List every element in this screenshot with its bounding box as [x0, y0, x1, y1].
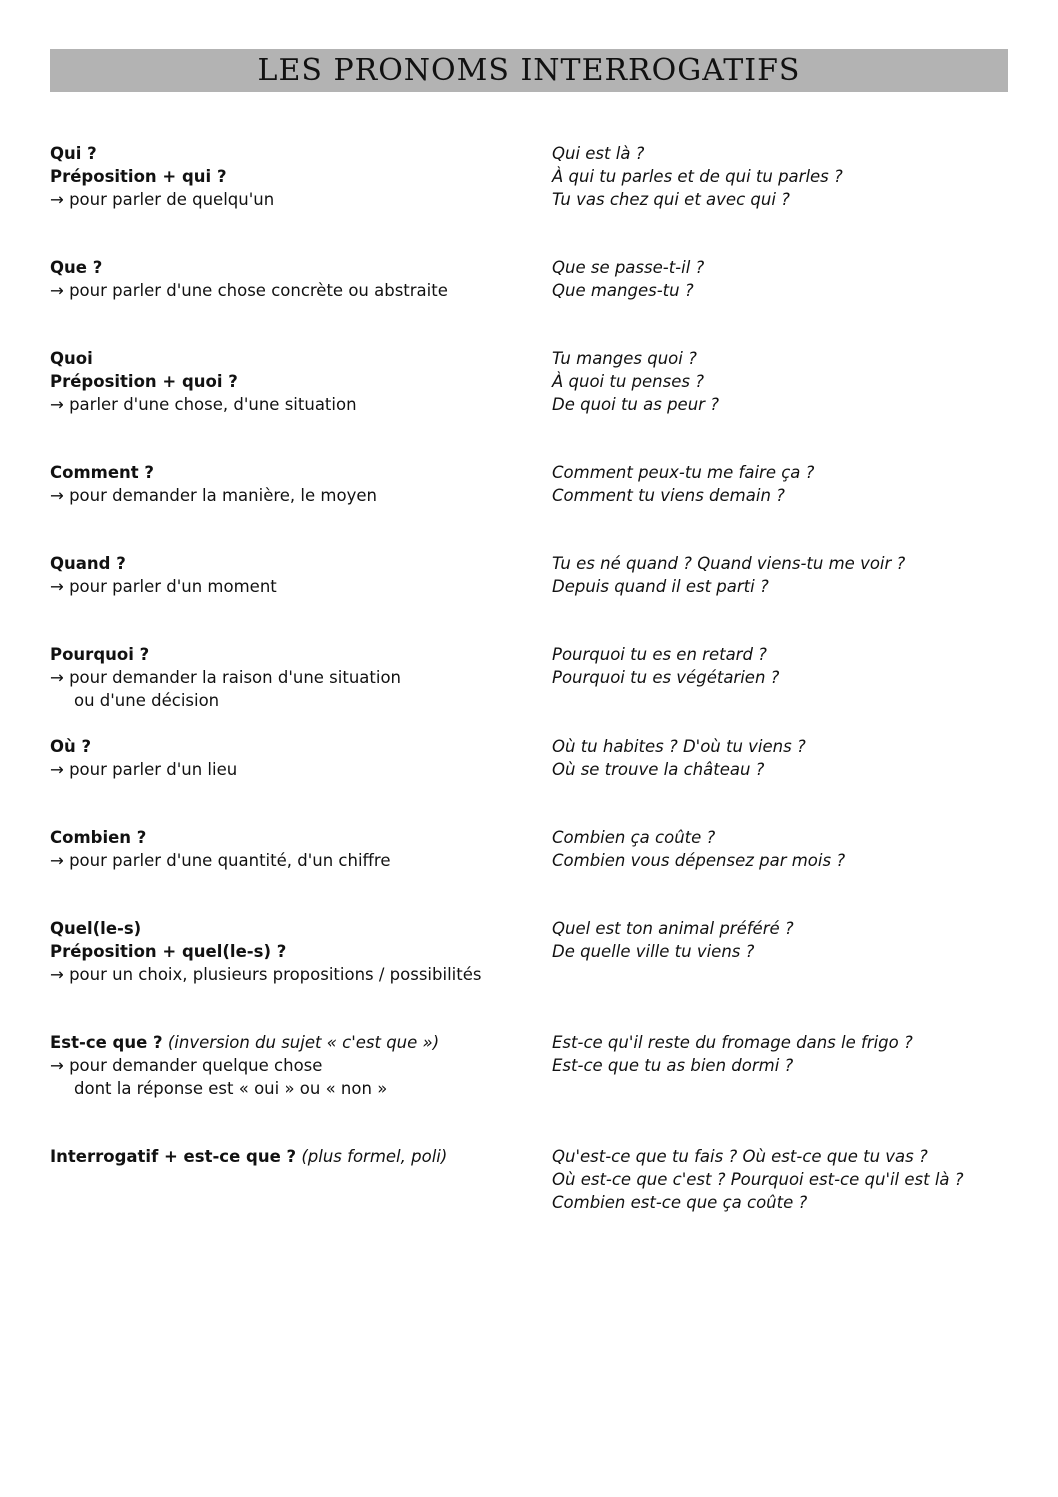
entry-explanation: → pour parler d'un lieu	[50, 760, 238, 779]
entry-explanation: → pour demander la manière, le moyen	[50, 486, 377, 505]
entry-quoi	[50, 347, 1008, 416]
example-sentence: Pourquoi tu es en retard ?	[552, 645, 767, 664]
example-sentence: Tu manges quoi ?	[552, 349, 697, 368]
entry-heading: Quand ?	[50, 554, 126, 573]
entry-examples	[552, 826, 1008, 872]
example-sentence: Comment peux-tu me faire ça ?	[552, 463, 815, 482]
entry-heading: Où ?	[50, 737, 92, 756]
example-sentence: Combien vous dépensez par mois ?	[552, 851, 846, 870]
entry-explanation-continued: dont la réponse est « oui » ou « non »	[74, 1079, 388, 1098]
entry-explanation: → pour parler d'une quantité, d'un chiffre	[50, 851, 391, 870]
entry-examples	[552, 552, 1008, 598]
example-sentence: Où est-ce que c'est ? Pourquoi est-ce qu'il est là ?	[552, 1170, 964, 1189]
entry-est-ce-que	[50, 1031, 1008, 1100]
entry-description	[50, 256, 552, 302]
entry-description	[50, 552, 552, 598]
entry-qui	[50, 142, 1008, 211]
entry-description	[50, 142, 552, 211]
example-sentence: À qui tu parles et de qui tu parles ?	[552, 167, 843, 186]
entry-explanation: → parler d'une chose, d'une situation	[50, 395, 357, 414]
entry-description	[50, 643, 552, 712]
entry-explanation: → pour parler de quelqu'un	[50, 190, 275, 209]
entry-description	[50, 1031, 552, 1100]
entry-description	[50, 461, 552, 507]
pronoun-list	[50, 142, 1008, 1214]
entry-examples	[552, 142, 1008, 211]
example-sentence: Que se passe-t-il ?	[552, 258, 705, 277]
entry-description	[50, 917, 552, 986]
example-sentence: De quelle ville tu viens ?	[552, 942, 755, 961]
entry-heading: Qui ?	[50, 144, 97, 163]
entry-heading: Quoi	[50, 349, 93, 368]
example-sentence: Pourquoi tu es végétarien ?	[552, 668, 780, 687]
entry-interrogatif-est-ce-que	[50, 1145, 1008, 1214]
entry-examples	[552, 917, 1008, 986]
entry-description	[50, 347, 552, 416]
entry-examples	[552, 735, 1008, 781]
entry-heading: Pourquoi ?	[50, 645, 150, 664]
entry-heading: Combien ?	[50, 828, 147, 847]
entry-heading: Comment ?	[50, 463, 154, 482]
example-sentence: Combien est-ce que ça coûte ?	[552, 1193, 808, 1212]
example-sentence: Tu es né quand ? Quand viens-tu me voir ?	[552, 554, 906, 573]
example-sentence: À quoi tu penses ?	[552, 372, 704, 391]
entry-comment	[50, 461, 1008, 507]
entry-description	[50, 1145, 552, 1214]
entry-heading: Est-ce que ?	[50, 1033, 163, 1052]
example-sentence: Où se trouve la château ?	[552, 760, 765, 779]
entry-examples	[552, 643, 1008, 712]
example-sentence: Tu vas chez qui et avec qui ?	[552, 190, 790, 209]
entry-explanation: → pour demander quelque chose	[50, 1056, 323, 1075]
example-sentence: Où tu habites ? D'où tu viens ?	[552, 737, 806, 756]
entry-heading: Préposition + qui ?	[50, 167, 227, 186]
example-sentence: Est-ce que tu as bien dormi ?	[552, 1056, 794, 1075]
example-sentence: Qu'est-ce que tu fais ? Où est-ce que tu vas ?	[552, 1147, 928, 1166]
entry-examples	[552, 1145, 1008, 1214]
entry-heading: Préposition + quoi ?	[50, 372, 238, 391]
example-sentence: Que manges-tu ?	[552, 281, 694, 300]
example-sentence: De quoi tu as peur ?	[552, 395, 719, 414]
entry-quel	[50, 917, 1008, 986]
example-sentence: Est-ce qu'il reste du fromage dans le frigo ?	[552, 1033, 913, 1052]
entry-examples	[552, 347, 1008, 416]
entry-heading-note: (plus formel, poli)	[301, 1147, 448, 1166]
example-sentence: Depuis quand il est parti ?	[552, 577, 769, 596]
example-sentence: Qui est là ?	[552, 144, 645, 163]
entry-explanation: → pour un choix, plusieurs propositions / possibilités	[50, 965, 482, 984]
entry-heading-row	[50, 1145, 552, 1168]
entry-description	[50, 735, 552, 781]
entry-heading: Préposition + quel(le-s) ?	[50, 942, 287, 961]
entry-explanation: → pour parler d'une chose concrète ou abstraite	[50, 281, 448, 300]
entry-heading-row	[50, 1031, 552, 1054]
entry-heading-note: (inversion du sujet « c'est que »)	[167, 1033, 440, 1052]
entry-explanation: → pour demander la raison d'une situation	[50, 668, 402, 687]
entry-ou	[50, 735, 1008, 781]
entry-que	[50, 256, 1008, 302]
entry-explanation: → pour parler d'un moment	[50, 577, 277, 596]
entry-examples	[552, 1031, 1008, 1100]
entry-examples	[552, 256, 1008, 302]
example-sentence: Combien ça coûte ?	[552, 828, 716, 847]
page-title: LES PRONOMS INTERROGATIFS	[257, 52, 801, 88]
entry-description	[50, 826, 552, 872]
entry-combien	[50, 826, 1008, 872]
example-sentence: Quel est ton animal préféré ?	[552, 919, 794, 938]
entry-examples	[552, 461, 1008, 507]
entry-pourquoi	[50, 643, 1008, 712]
entry-quand	[50, 552, 1008, 598]
entry-heading: Quel(le-s)	[50, 919, 142, 938]
entry-heading: Interrogatif + est-ce que ?	[50, 1147, 297, 1166]
example-sentence: Comment tu viens demain ?	[552, 486, 785, 505]
title-bar	[50, 49, 1008, 92]
entry-heading: Que ?	[50, 258, 103, 277]
entry-explanation-continued: ou d'une décision	[74, 691, 220, 710]
